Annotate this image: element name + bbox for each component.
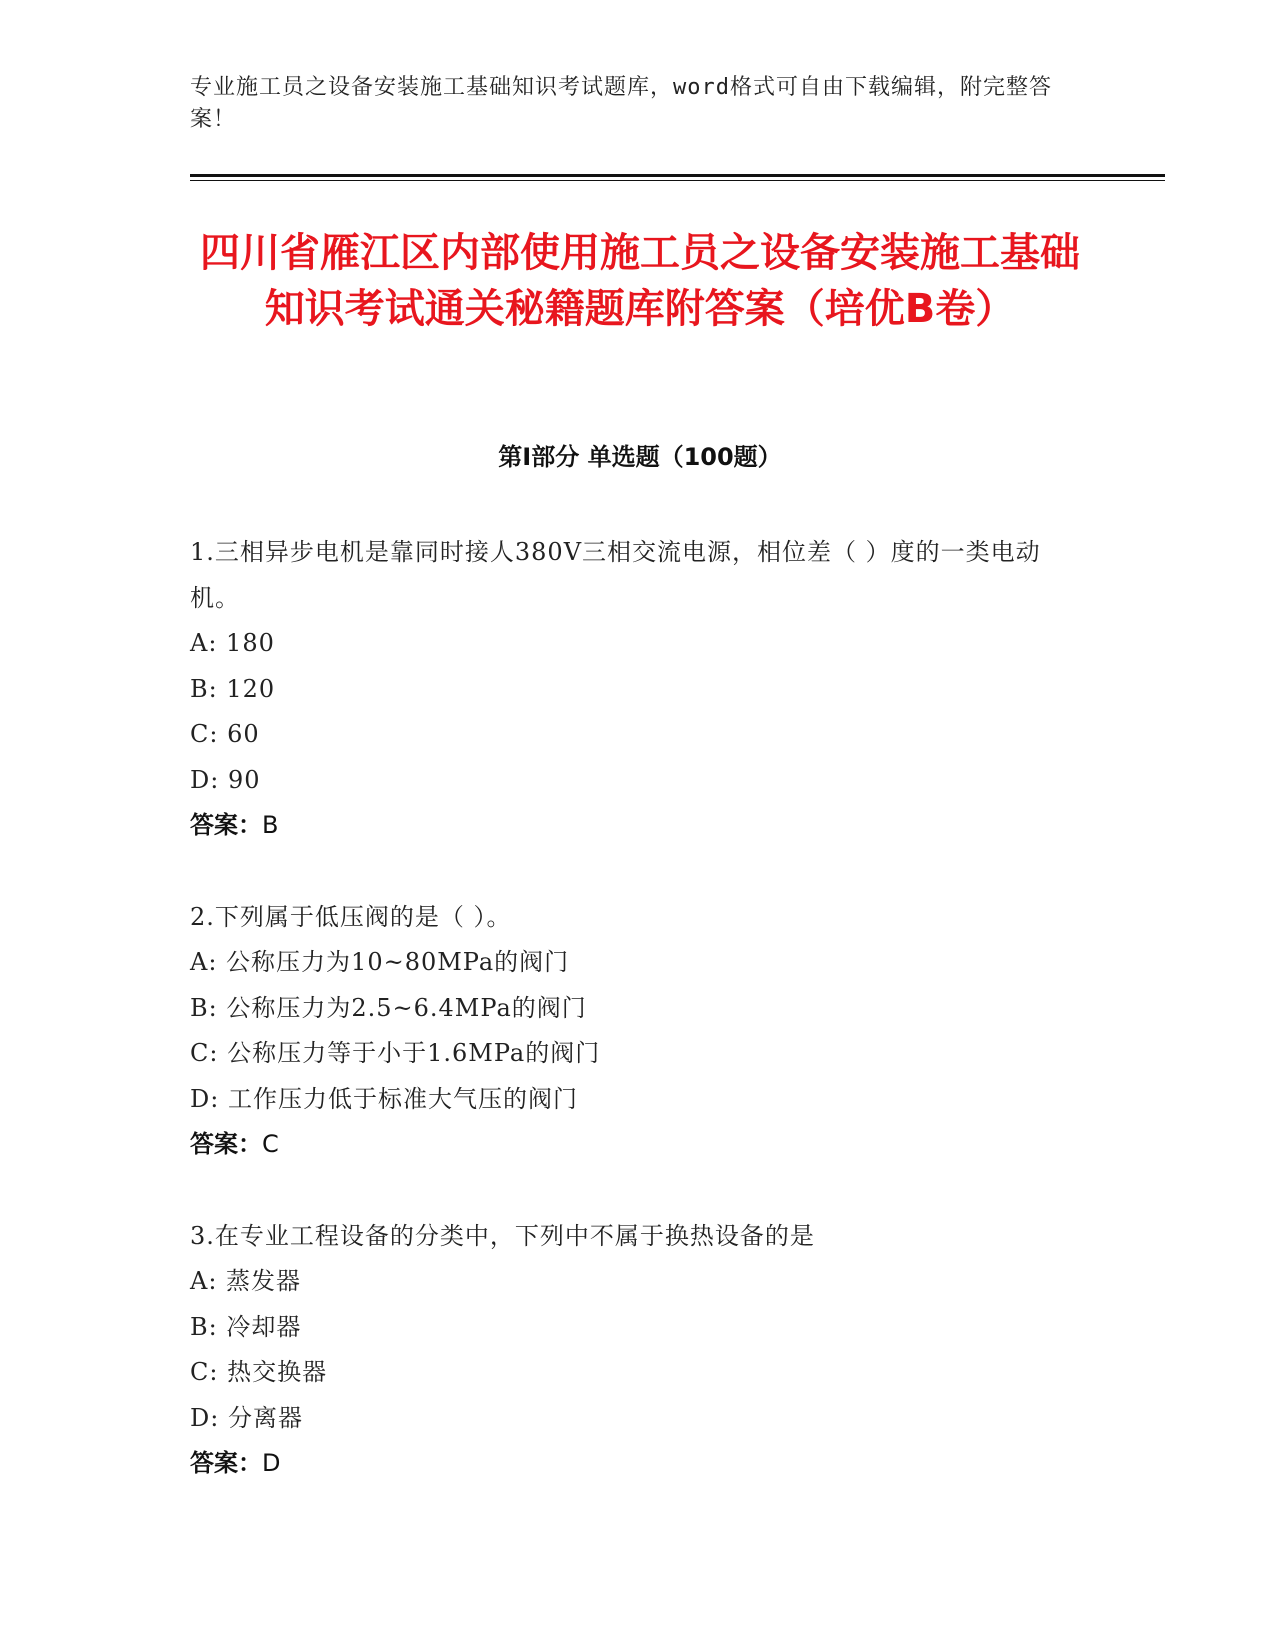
question-2 xyxy=(190,895,1090,1168)
answer-value: D xyxy=(262,1449,281,1477)
option-a: A: 180 xyxy=(190,629,275,657)
question-list xyxy=(190,530,1090,1533)
option-c: C: 公称压力等于小于1.6MPa的阀门 xyxy=(190,1039,601,1067)
answer-label: 答案： xyxy=(190,1449,262,1477)
option-c: C: 60 xyxy=(190,720,260,748)
answer-label: 答案： xyxy=(190,1130,262,1158)
question-1 xyxy=(190,530,1090,849)
question-3 xyxy=(190,1214,1090,1487)
answer-line xyxy=(190,803,1090,849)
header-divider-thick xyxy=(190,174,1165,177)
header-note: 专业施工员之设备安装施工基础知识考试题库，word格式可自由下载编辑，附完整答案！ xyxy=(190,75,1052,132)
option-d: D: 工作压力低于标准大气压的阀门 xyxy=(190,1084,578,1113)
header-divider-thin xyxy=(190,180,1165,181)
answer-value: C xyxy=(262,1130,279,1158)
option-b: B: 冷却器 xyxy=(190,1312,302,1341)
option-b: B: 120 xyxy=(190,674,276,703)
answer-line xyxy=(190,1122,1090,1168)
question-stem: 3.在专业工程设备的分类中，下列中不属于换热设备的是 xyxy=(190,1221,815,1250)
document-title: 四川省雁江区内部使用施工员之设备安装施工基础知识考试通关秘籍题库附答案（培优B卷） xyxy=(200,230,1080,332)
option-b: B: 公称压力为2.5~6.4MPa的阀门 xyxy=(190,993,587,1022)
option-c: C: 热交换器 xyxy=(190,1358,328,1386)
section-heading: 第Ⅰ部分 单选题（100题） xyxy=(498,443,782,471)
question-stem: 1.三相异步电机是靠同时接人380V三相交流电源，相位差（ ）度的一类电动机。 xyxy=(190,538,1041,612)
option-d: D: 分离器 xyxy=(190,1403,303,1432)
option-a: A: 公称压力为10~80MPa的阀门 xyxy=(190,948,570,976)
answer-line xyxy=(190,1441,1090,1487)
question-stem: 2.下列属于低压阀的是（ ）。 xyxy=(190,902,512,931)
answer-label: 答案： xyxy=(190,811,262,839)
option-d: D: 90 xyxy=(190,765,261,794)
answer-value: B xyxy=(262,811,279,839)
option-a: A: 蒸发器 xyxy=(190,1267,302,1295)
